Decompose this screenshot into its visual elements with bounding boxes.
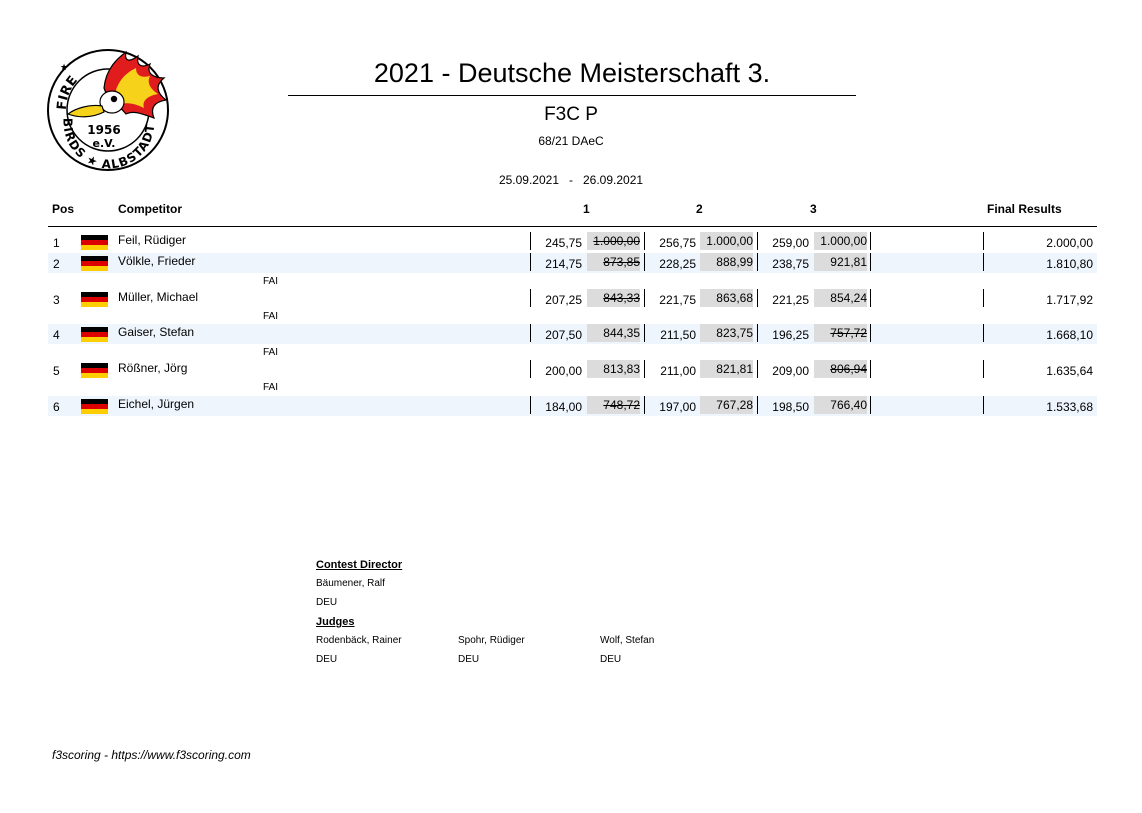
nationality-label: FAI xyxy=(263,276,279,287)
round-2-raw-score: 228,25 xyxy=(659,257,696,271)
judge-nationality: DEU xyxy=(316,654,338,665)
competitor-name: Völkle, Frieder xyxy=(118,254,196,268)
germany-flag-icon xyxy=(81,256,108,271)
final-separator xyxy=(983,324,984,342)
contest-director-label: Contest Director xyxy=(316,559,403,571)
title-underline xyxy=(288,95,856,96)
position-number: 2 xyxy=(53,257,60,271)
round-1-raw-score: 207,50 xyxy=(545,328,582,342)
round-3-raw-score: 198,50 xyxy=(772,400,809,414)
round-2-raw-score: 256,75 xyxy=(659,236,696,250)
round-2-normalized-score: 888,99 xyxy=(700,253,753,271)
logo-year: 1956 xyxy=(87,123,121,137)
position-number: 3 xyxy=(53,293,60,307)
date-separator: - xyxy=(569,173,573,187)
contest-director-name: Bäumener, Ralf xyxy=(316,578,385,589)
round-2-normalized-score: 823,75 xyxy=(700,324,753,342)
column-header-pos: Pos xyxy=(52,202,75,216)
table-row xyxy=(48,232,1097,252)
round-1-normalized-score: 813,83 xyxy=(587,360,640,378)
logo-ev: e.V. xyxy=(92,137,116,150)
round-3-raw-score: 196,25 xyxy=(772,328,809,342)
judge-name: Wolf, Stefan xyxy=(600,635,655,646)
logo-ring-top-text: FIRE xyxy=(54,73,81,111)
date-end: 26.09.2021 xyxy=(583,173,644,187)
competitor-name: Feil, Rüdiger xyxy=(118,233,187,247)
competitor-name: Gaiser, Stefan xyxy=(118,325,195,339)
column-header-round-1: 1 xyxy=(583,202,590,216)
germany-flag-icon xyxy=(81,363,108,378)
round-2-normalized-score: 821,81 xyxy=(700,360,753,378)
competitor-name: Müller, Michael xyxy=(118,290,199,304)
round-2-normalized-score: 1.000,00 xyxy=(700,232,753,250)
round-1-raw-score: 184,00 xyxy=(545,400,582,414)
round-separator xyxy=(870,253,871,271)
judge-name: Rodenbäck, Rainer xyxy=(316,635,402,646)
table-row xyxy=(48,360,1097,380)
column-header-round-3: 3 xyxy=(810,202,817,216)
round-separator xyxy=(870,232,871,250)
round-2-raw-score: 211,50 xyxy=(660,328,696,342)
round-1-raw-score: 245,75 xyxy=(545,236,582,250)
round-2-raw-score: 221,75 xyxy=(659,293,696,307)
final-result: 1.533,68 xyxy=(1046,400,1093,414)
round-2-raw-score: 197,00 xyxy=(659,400,696,414)
table-row xyxy=(48,289,1097,309)
final-result: 1.810,80 xyxy=(1046,257,1093,271)
position-number: 1 xyxy=(53,236,60,250)
round-3-normalized-score: 757,72 xyxy=(814,324,867,342)
final-separator xyxy=(983,360,984,378)
page-title: 2021 - Deutsche Meisterschaft 3. xyxy=(373,58,771,88)
round-1-raw-score: 214,75 xyxy=(545,257,582,271)
round-2-raw-score: 211,00 xyxy=(660,364,696,378)
final-separator xyxy=(983,289,984,307)
sanction-number: 68/21 DAeC xyxy=(538,134,604,148)
judge-name: Spohr, Rüdiger xyxy=(458,635,525,646)
contest-dates xyxy=(0,173,1142,187)
contest-director-nationality: DEU xyxy=(316,597,338,608)
germany-flag-icon xyxy=(81,292,108,307)
round-2-normalized-score: 863,68 xyxy=(700,289,753,307)
judges-label: Judges xyxy=(316,616,355,628)
round-separator xyxy=(870,360,871,378)
round-1-normalized-score: 873,85 xyxy=(587,253,640,271)
round-2-normalized-score: 767,28 xyxy=(700,396,753,414)
germany-flag-icon xyxy=(81,327,108,342)
competitor-name: Eichel, Jürgen xyxy=(118,397,195,411)
round-3-raw-score: 259,00 xyxy=(772,236,809,250)
position-number: 4 xyxy=(53,328,60,342)
judge-nationality: DEU xyxy=(458,654,480,665)
final-separator xyxy=(983,396,984,414)
final-separator xyxy=(983,232,984,250)
germany-flag-icon xyxy=(81,399,108,414)
germany-flag-icon xyxy=(81,235,108,250)
round-3-normalized-score: 806,94 xyxy=(814,360,867,378)
nationality-label: FAI xyxy=(263,382,279,393)
final-result: 1.668,10 xyxy=(1046,328,1093,342)
position-number: 6 xyxy=(53,400,60,414)
round-1-raw-score: 200,00 xyxy=(545,364,582,378)
column-header-competitor: Competitor xyxy=(118,202,182,216)
logo-star-icon: ★ xyxy=(60,62,69,72)
final-result: 2.000,00 xyxy=(1046,236,1093,250)
competitor-name: Rößner, Jörg xyxy=(118,361,188,375)
column-header-final: Final Results xyxy=(987,202,1062,216)
round-1-normalized-score: 1.000,00 xyxy=(587,232,640,250)
round-3-raw-score: 209,00 xyxy=(772,364,809,378)
table-row xyxy=(48,253,1097,273)
round-1-normalized-score: 748,72 xyxy=(587,396,640,414)
round-3-normalized-score: 766,40 xyxy=(814,396,867,414)
nationality-label: FAI xyxy=(263,347,279,358)
nationality-label: FAI xyxy=(263,311,279,322)
date-start: 25.09.2021 xyxy=(498,173,559,187)
round-1-normalized-score: 843,33 xyxy=(587,289,640,307)
round-3-normalized-score: 921,81 xyxy=(814,253,867,271)
header-rule xyxy=(48,226,1097,227)
round-separator xyxy=(870,324,871,342)
round-separator xyxy=(870,396,871,414)
round-1-normalized-score: 844,35 xyxy=(587,324,640,342)
logo-ring-bottom-text: BIRDS ★ ALBSTADT xyxy=(60,117,158,172)
table-row xyxy=(48,396,1097,416)
round-3-raw-score: 221,25 xyxy=(772,293,809,307)
footer-credit: f3scoring - https://www.f3scoring.com xyxy=(52,748,251,762)
round-3-normalized-score: 854,24 xyxy=(814,289,867,307)
final-result: 1.717,92 xyxy=(1046,293,1093,307)
final-result: 1.635,64 xyxy=(1046,364,1093,378)
judge-nationality: DEU xyxy=(600,654,622,665)
position-number: 5 xyxy=(53,364,60,378)
round-3-normalized-score: 1.000,00 xyxy=(814,232,867,250)
class-name: F3C P xyxy=(544,104,598,125)
column-header-round-2: 2 xyxy=(696,202,703,216)
table-row xyxy=(48,324,1097,344)
round-1-raw-score: 207,25 xyxy=(545,293,582,307)
round-separator xyxy=(870,289,871,307)
final-separator xyxy=(983,253,984,271)
round-3-raw-score: 238,75 xyxy=(772,257,809,271)
